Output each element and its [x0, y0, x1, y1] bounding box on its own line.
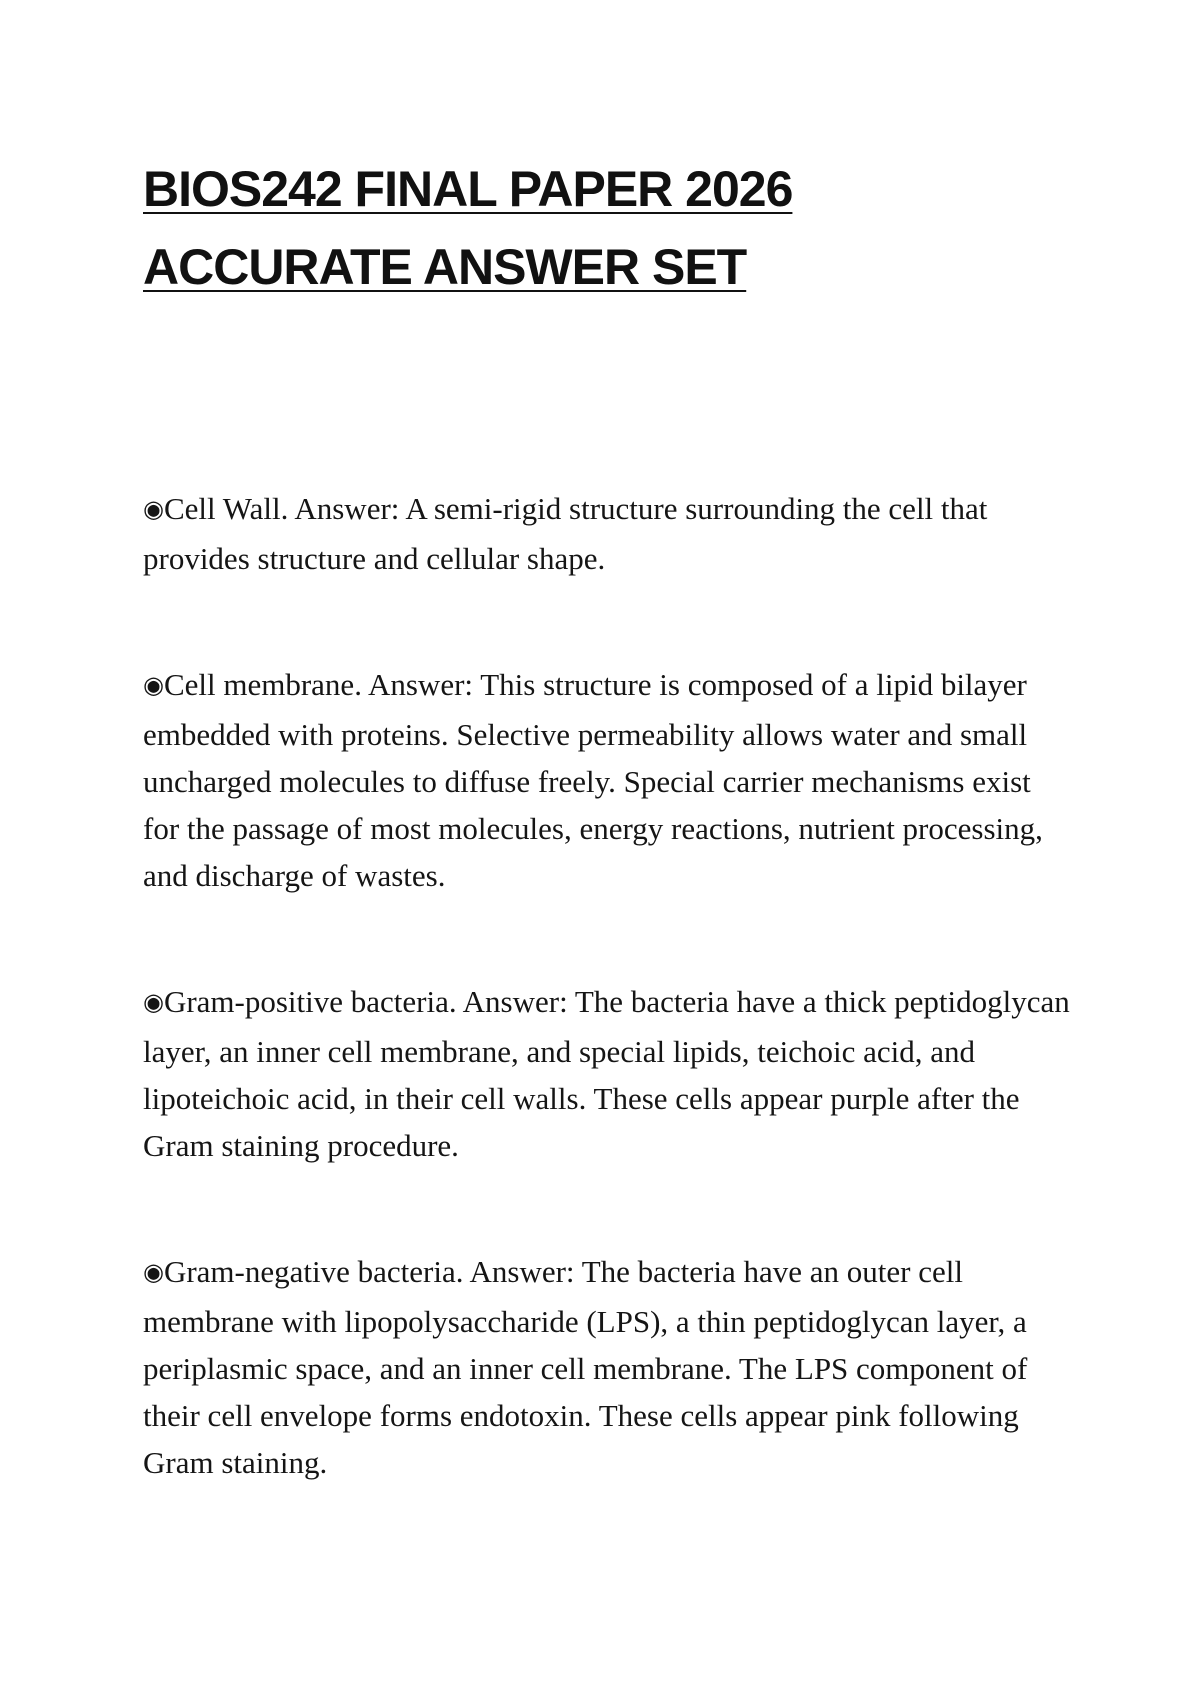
page-title: BIOS242 FINAL PAPER 2026 ACCURATE ANSWER SET	[143, 161, 793, 295]
bullet-icon: ◉	[143, 671, 164, 699]
answer-text: Cell membrane. Answer: This structure is composed of a lipid bilayer embedded with proteins. Selective permeability allows water and small uncharged molecules to diffuse freely. Special carrier mechanisms exist for the passage of most molecules, energy reactions, nutrient processing, and discharge of wastes.	[143, 667, 1043, 893]
list-item	[143, 978, 1073, 1169]
bullet-icon: ◉	[143, 495, 164, 523]
bullet-icon: ◉	[143, 1258, 164, 1286]
bullet-icon: ◉	[143, 988, 164, 1016]
answer-text: Cell Wall. Answer: A semi-rigid structure surrounding the cell that provides structure and cellular shape.	[143, 491, 988, 576]
answer-list	[143, 485, 1073, 1565]
answer-text: Gram-negative bacteria. Answer: The bacteria have an outer cell membrane with lipopolysaccharide (LPS), a thin peptidoglycan layer, a periplasmic space, and an inner cell membrane. The LPS component of their cell envelope forms endotoxin. These cells appear pink following Gram staining.	[143, 1254, 1028, 1480]
list-item	[143, 1248, 1073, 1486]
answer-text: Gram-positive bacteria. Answer: The bacteria have a thick peptidoglycan layer, an inner cell membrane, and special lipids, teichoic acid, and lipoteichoic acid, in their cell walls. These cells appear purple after the Gram staining procedure.	[143, 984, 1070, 1163]
list-item	[143, 661, 1073, 899]
list-item	[143, 485, 1073, 582]
